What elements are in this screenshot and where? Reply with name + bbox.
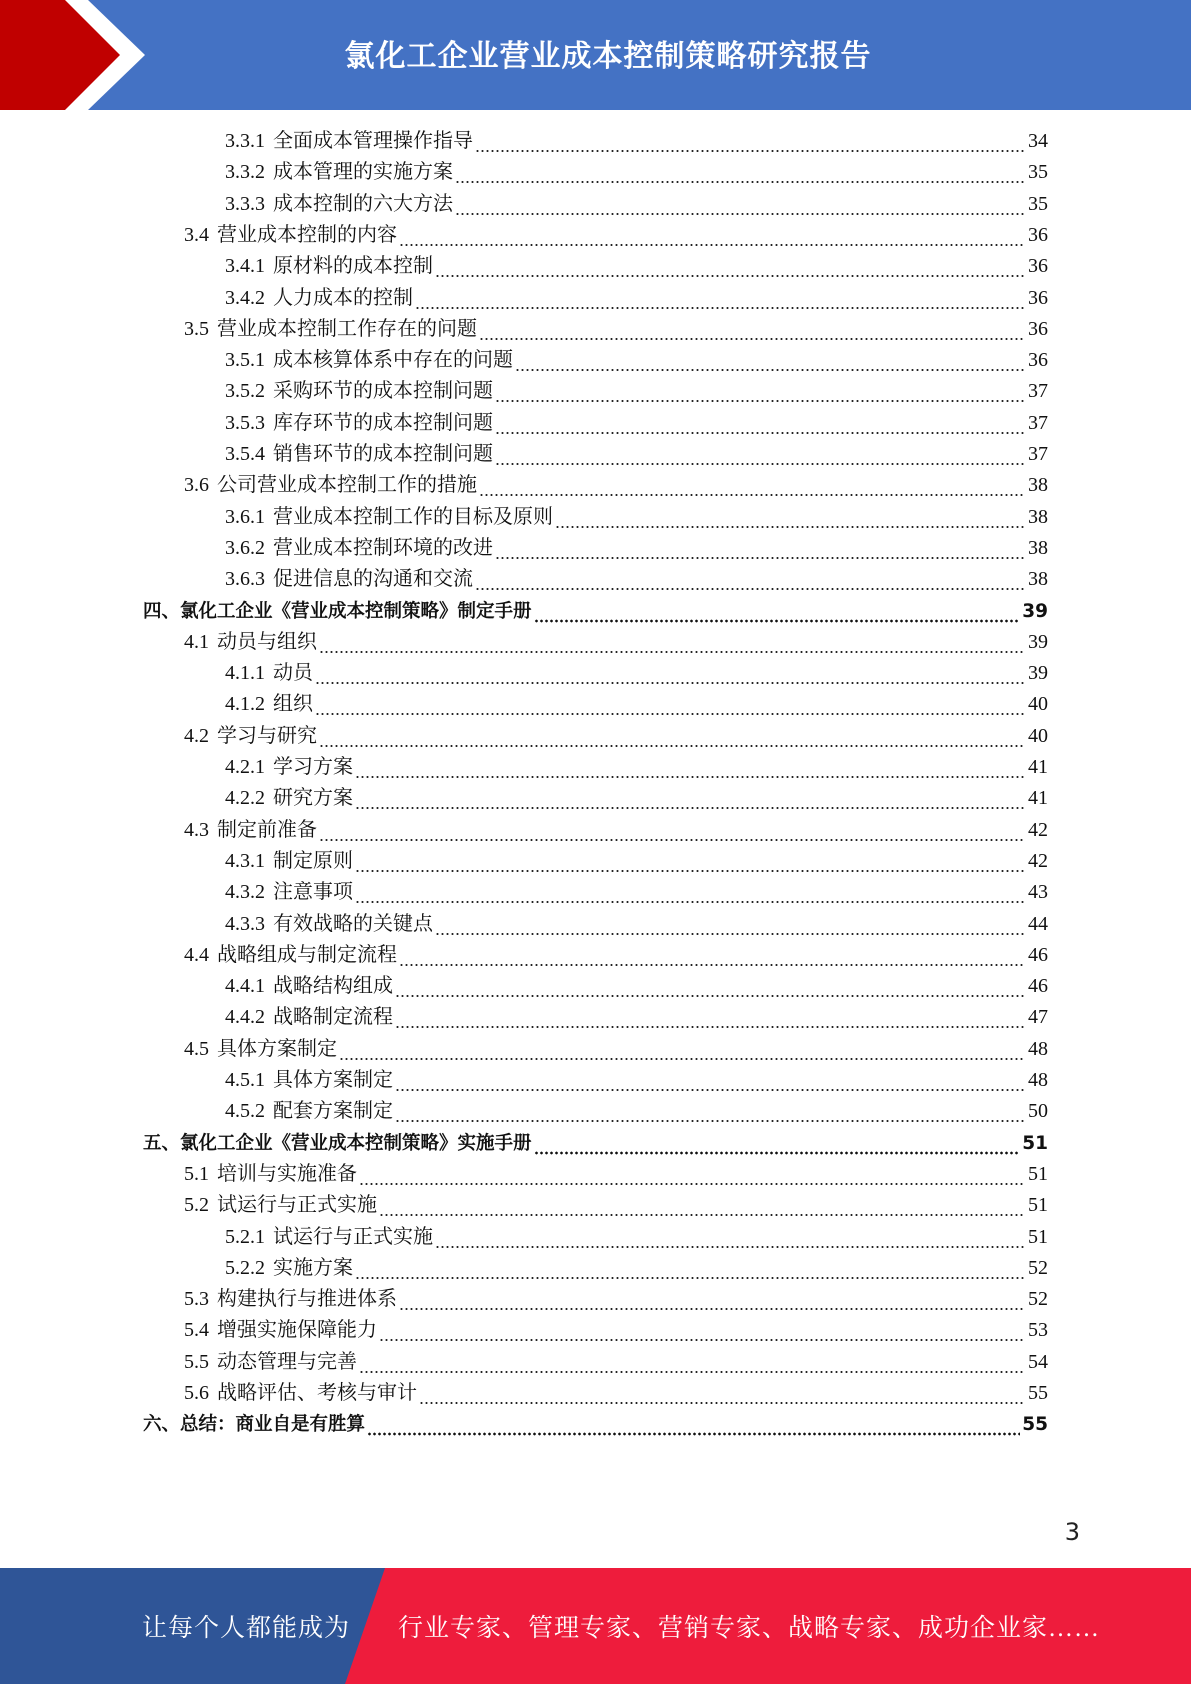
toc-entry-title: 成本控制的六大方法 <box>273 192 453 215</box>
toc-entry-page: 52 <box>1028 1256 1048 1279</box>
toc-entry-number: 4.3 <box>184 818 209 841</box>
toc-entry-title: 学习方案 <box>273 756 353 778</box>
footer-slogan-left: 让每个人都能成为 <box>142 1615 351 1642</box>
toc-entry-page: 41 <box>1028 756 1048 778</box>
toc-entry-page: 42 <box>1028 849 1048 872</box>
toc-entry-number: 3.5.4 <box>225 443 265 465</box>
toc-entry-page: 37 <box>1028 443 1048 465</box>
toc-entry-title: 采购环节的成本控制问题 <box>273 380 493 403</box>
toc-entry[interactable] <box>143 1409 1048 1440</box>
toc-dot-leader <box>355 752 1024 783</box>
toc-entry-number: 3.3.3 <box>225 192 265 215</box>
toc-entry-title: 营业成本控制工作存在的问题 <box>217 317 477 340</box>
page-header <box>0 0 1191 110</box>
toc-entry-number: 3.3.2 <box>225 161 265 184</box>
toc-entry-page: 36 <box>1028 223 1048 246</box>
toc-entry[interactable] <box>225 251 1048 282</box>
toc-entry-title: 实施方案 <box>273 1256 353 1279</box>
toc-entry-number: 5.2.2 <box>225 1256 265 1279</box>
toc-entry-title: 注意事项 <box>273 881 353 904</box>
toc-dot-leader <box>435 909 1024 940</box>
toc-entry-page: 43 <box>1028 881 1048 904</box>
toc-dot-leader <box>479 470 1024 501</box>
toc-entry[interactable] <box>184 220 1048 251</box>
toc-entry-title: 原材料的成本控制 <box>273 255 433 278</box>
toc-entry-number: 3.6.2 <box>225 536 265 559</box>
toc-dot-leader <box>419 1378 1024 1409</box>
toc-entry-page: 35 <box>1028 192 1048 215</box>
toc-entry[interactable] <box>225 971 1048 1002</box>
toc-entry-page: 55 <box>1028 1382 1048 1404</box>
toc-entry-number: 5.6 <box>184 1382 209 1404</box>
toc-dot-leader <box>495 376 1024 407</box>
toc-entry[interactable] <box>225 533 1048 564</box>
toc-entry-page: 41 <box>1028 787 1048 810</box>
toc-entry-number: 4.4 <box>184 943 209 966</box>
toc-dot-leader <box>399 940 1024 971</box>
toc-entry-number: 4.3.1 <box>225 849 265 872</box>
toc-entry[interactable] <box>143 596 1048 627</box>
toc-entry-page: 39 <box>1028 630 1048 653</box>
toc-dot-leader <box>395 1065 1024 1096</box>
toc-entry-number: 3.3.1 <box>225 130 265 152</box>
toc-dot-leader <box>435 251 1024 282</box>
toc-entry-number: 3.4.2 <box>225 286 265 309</box>
toc-entry[interactable] <box>184 1347 1048 1378</box>
toc-dot-leader <box>379 1315 1024 1346</box>
toc-entry-title: 制定原则 <box>273 849 353 872</box>
report-title: 氯化工企业营业成本控制策略研究报告 <box>344 39 872 74</box>
toc-entry-page: 48 <box>1028 1037 1048 1060</box>
toc-entry-page: 42 <box>1028 818 1048 841</box>
toc-entry-title: 成本管理的实施方案 <box>273 161 453 184</box>
toc-dot-leader <box>359 1347 1024 1378</box>
toc-entry-number: 3.6.3 <box>225 568 265 591</box>
toc-entry-page: 36 <box>1028 349 1048 372</box>
toc-entry-title: 促进信息的沟通和交流 <box>273 568 473 591</box>
toc-entry-number: 4.3.3 <box>225 912 265 935</box>
toc-entry[interactable] <box>225 1065 1048 1096</box>
toc-entry-title: 增强实施保障能力 <box>217 1319 377 1342</box>
toc-entry-page: 38 <box>1028 505 1048 528</box>
toc-entry-page: 46 <box>1028 943 1048 966</box>
toc-dot-leader <box>515 345 1024 376</box>
toc-entry-number: 3.6.1 <box>225 505 265 528</box>
toc-entry-title: 配套方案制定 <box>273 1100 393 1123</box>
toc-entry[interactable] <box>225 126 1048 157</box>
toc-entry-title: 学习与研究 <box>217 724 317 747</box>
toc-entry-title: 成本核算体系中存在的问题 <box>273 349 513 372</box>
toc-entry-title: 销售环节的成本控制问题 <box>273 443 493 465</box>
toc-entry-number: 5.4 <box>184 1319 209 1342</box>
toc-entry[interactable] <box>225 1253 1048 1284</box>
toc-entry-title: 动态管理与完善 <box>217 1350 357 1373</box>
toc-entry-number: 3.6 <box>184 474 209 497</box>
toc-entry-page: 35 <box>1028 161 1048 184</box>
toc-entry-number: 3.4 <box>184 223 209 246</box>
toc-entry[interactable] <box>225 376 1048 407</box>
toc-entry-title: 战略结构组成 <box>273 975 393 998</box>
toc-entry[interactable] <box>143 1128 1048 1159</box>
toc-dot-leader <box>455 157 1024 188</box>
toc-entry-page: 40 <box>1028 724 1048 747</box>
toc-entry[interactable] <box>184 721 1048 752</box>
toc-entry-page: 54 <box>1028 1350 1048 1373</box>
toc-dot-leader <box>315 689 1024 720</box>
toc-entry[interactable] <box>225 408 1048 439</box>
toc-dot-leader <box>395 971 1024 1002</box>
toc-entry-title: 战略制定流程 <box>273 1006 393 1029</box>
toc-entry-title: 战略组成与制定流程 <box>217 943 397 966</box>
toc-dot-leader <box>355 877 1024 908</box>
toc-dot-leader <box>339 1034 1024 1065</box>
toc-entry[interactable] <box>184 1159 1048 1190</box>
toc-dot-leader <box>315 658 1024 689</box>
toc-entry-page: 52 <box>1028 1288 1048 1311</box>
toc-entry-title: 营业成本控制环境的改进 <box>273 536 493 559</box>
toc-dot-leader <box>379 1190 1024 1221</box>
toc-entry[interactable] <box>225 502 1048 533</box>
toc-entry-title: 库存环节的成本控制问题 <box>273 411 493 434</box>
toc-dot-leader <box>319 815 1024 846</box>
toc-entry-page: 38 <box>1028 474 1048 497</box>
toc-entry[interactable] <box>184 627 1048 658</box>
toc-entry-number: 4.2.2 <box>225 787 265 810</box>
toc-entry-page: 47 <box>1028 1006 1048 1029</box>
toc-entry[interactable] <box>225 783 1048 814</box>
toc-entry-number: 4.1 <box>184 630 209 653</box>
toc-dot-leader <box>534 1128 1021 1159</box>
toc-entry[interactable] <box>184 314 1048 345</box>
toc-entry-number: 3.4.1 <box>225 255 265 278</box>
toc-entry-page: 51 <box>1028 1162 1048 1185</box>
toc-entry-number: 5.5 <box>184 1350 209 1373</box>
toc-entry-title: 构建执行与推进体系 <box>217 1288 397 1311</box>
toc-dot-leader <box>435 1222 1024 1253</box>
toc-entry-page: 51 <box>1022 1132 1048 1154</box>
toc-dot-leader <box>534 596 1021 627</box>
toc-dot-leader <box>415 283 1024 314</box>
toc-dot-leader <box>359 1159 1024 1190</box>
toc-entry-page: 37 <box>1028 411 1048 434</box>
toc-dot-leader <box>355 1253 1024 1284</box>
toc-entry-title: 具体方案制定 <box>273 1069 393 1091</box>
toc-entry-title: 有效战略的关键点 <box>273 912 433 935</box>
toc-entry-title: 人力成本的控制 <box>273 286 413 309</box>
toc-entry[interactable] <box>184 470 1048 501</box>
toc-entry-title: 制定前准备 <box>217 818 317 841</box>
toc-entry-page: 46 <box>1028 975 1048 998</box>
toc-entry-number: 5.2.1 <box>225 1225 265 1248</box>
toc-dot-leader <box>495 439 1024 470</box>
toc-entry[interactable] <box>184 815 1048 846</box>
toc-entry-title: 动员与组织 <box>217 630 317 653</box>
toc-entry-title: 公司营业成本控制工作的措施 <box>217 474 477 497</box>
toc-entry[interactable] <box>225 877 1048 908</box>
toc-entry-page: 53 <box>1028 1319 1048 1342</box>
toc-entry-number: 4.1.1 <box>225 662 265 685</box>
toc-dot-leader <box>495 408 1024 439</box>
toc-entry-page: 55 <box>1022 1414 1048 1436</box>
toc-entry[interactable] <box>184 1034 1048 1065</box>
toc-dot-leader <box>319 721 1024 752</box>
toc-dot-leader <box>395 1096 1024 1127</box>
toc-entry-page: 50 <box>1028 1100 1048 1123</box>
toc-entry[interactable] <box>184 940 1048 971</box>
toc-entry[interactable] <box>225 1096 1048 1127</box>
toc-dot-leader <box>355 783 1024 814</box>
toc-entry[interactable] <box>184 1378 1048 1409</box>
page-number: 3 <box>1064 1518 1080 1546</box>
toc-entry-title: 培训与实施准备 <box>217 1162 357 1185</box>
toc-entry[interactable] <box>225 752 1048 783</box>
toc-entry-page: 44 <box>1028 912 1048 935</box>
toc-entry-title: 动员 <box>273 662 313 685</box>
toc-entry[interactable] <box>225 189 1048 220</box>
toc-dot-leader <box>395 1002 1024 1033</box>
toc-entry[interactable] <box>225 157 1048 188</box>
toc-entry-number: 4.4.2 <box>225 1006 265 1029</box>
toc-entry-page: 51 <box>1028 1225 1048 1248</box>
toc-entry-title: 四、氯化工企业《营业成本控制策略》制定手册 <box>143 600 532 622</box>
toc-entry-number: 4.1.2 <box>225 693 265 716</box>
toc-dot-leader <box>367 1409 1020 1440</box>
toc-entry-number: 3.5.3 <box>225 411 265 434</box>
toc-entry[interactable] <box>184 1315 1048 1346</box>
toc-entry-page: 37 <box>1028 380 1048 403</box>
toc-entry[interactable] <box>225 564 1048 595</box>
toc-entry-title: 营业成本控制工作的目标及原则 <box>273 505 553 528</box>
toc-dot-leader <box>399 1284 1024 1315</box>
toc-entry-number: 4.5.1 <box>225 1069 265 1091</box>
toc-entry[interactable] <box>225 689 1048 720</box>
toc-entry-title: 全面成本管理操作指导 <box>273 130 473 152</box>
toc-entry-number: 5.1 <box>184 1162 209 1185</box>
toc-entry-title: 具体方案制定 <box>217 1037 337 1060</box>
page-footer <box>0 1568 1191 1684</box>
toc-dot-leader <box>555 502 1024 533</box>
toc-entry-title: 五、氯化工企业《营业成本控制策略》实施手册 <box>143 1132 532 1154</box>
toc-entry-page: 39 <box>1022 600 1048 622</box>
toc-entry-page: 39 <box>1028 662 1048 685</box>
toc-entry-number: 5.3 <box>184 1288 209 1311</box>
toc-entry-number: 4.5 <box>184 1037 209 1060</box>
toc-entry-page: 40 <box>1028 693 1048 716</box>
toc-entry-number: 4.4.1 <box>225 975 265 998</box>
toc-entry-number: 5.2 <box>184 1194 209 1217</box>
toc-entry-page: 48 <box>1028 1069 1048 1091</box>
toc-entry-page: 36 <box>1028 255 1048 278</box>
toc-entry-page: 51 <box>1028 1194 1048 1217</box>
toc-entry-page: 36 <box>1028 317 1048 340</box>
toc-entry[interactable] <box>225 846 1048 877</box>
toc-entry-number: 4.2.1 <box>225 756 265 778</box>
toc-entry-page: 36 <box>1028 286 1048 309</box>
toc-dot-leader <box>355 846 1024 877</box>
toc-entry-page: 38 <box>1028 568 1048 591</box>
toc-dot-leader <box>475 126 1024 157</box>
toc-entry-title: 研究方案 <box>273 787 353 810</box>
toc-entry[interactable] <box>184 1190 1048 1221</box>
toc-dot-leader <box>455 189 1024 220</box>
toc-entry-number: 3.5 <box>184 317 209 340</box>
toc-entry[interactable] <box>225 658 1048 689</box>
toc-entry-title: 试运行与正式实施 <box>273 1225 433 1248</box>
footer-slogan-right: 行业专家、管理专家、营销专家、战略专家、成功企业家…… <box>398 1615 1101 1642</box>
toc-entry-number: 3.5.2 <box>225 380 265 403</box>
toc-entry-number: 3.5.1 <box>225 349 265 372</box>
toc-entry-number: 4.3.2 <box>225 881 265 904</box>
toc-entry[interactable] <box>184 1284 1048 1315</box>
toc-entry-title: 试运行与正式实施 <box>217 1194 377 1217</box>
toc-dot-leader <box>399 220 1024 251</box>
toc-entry-title: 六、总结：商业自是有胜算 <box>143 1414 366 1436</box>
toc-dot-leader <box>475 564 1024 595</box>
toc-entry[interactable] <box>225 1222 1048 1253</box>
toc-entry-title: 组织 <box>273 693 313 716</box>
toc-entry[interactable] <box>225 439 1048 470</box>
toc-entry-title: 营业成本控制的内容 <box>217 223 397 246</box>
toc-entry-page: 38 <box>1028 536 1048 559</box>
toc-dot-leader <box>319 627 1024 658</box>
toc-entry[interactable] <box>225 909 1048 940</box>
toc-entry-title: 战略评估、考核与审计 <box>217 1382 417 1404</box>
toc-entry[interactable] <box>225 1002 1048 1033</box>
toc-dot-leader <box>479 314 1024 345</box>
toc-entry-page: 34 <box>1028 130 1048 152</box>
toc-dot-leader <box>495 533 1024 564</box>
toc-entry[interactable] <box>225 345 1048 376</box>
toc-entry[interactable] <box>225 283 1048 314</box>
toc-entry-number: 4.5.2 <box>225 1100 265 1123</box>
toc-entry-number: 4.2 <box>184 724 209 747</box>
